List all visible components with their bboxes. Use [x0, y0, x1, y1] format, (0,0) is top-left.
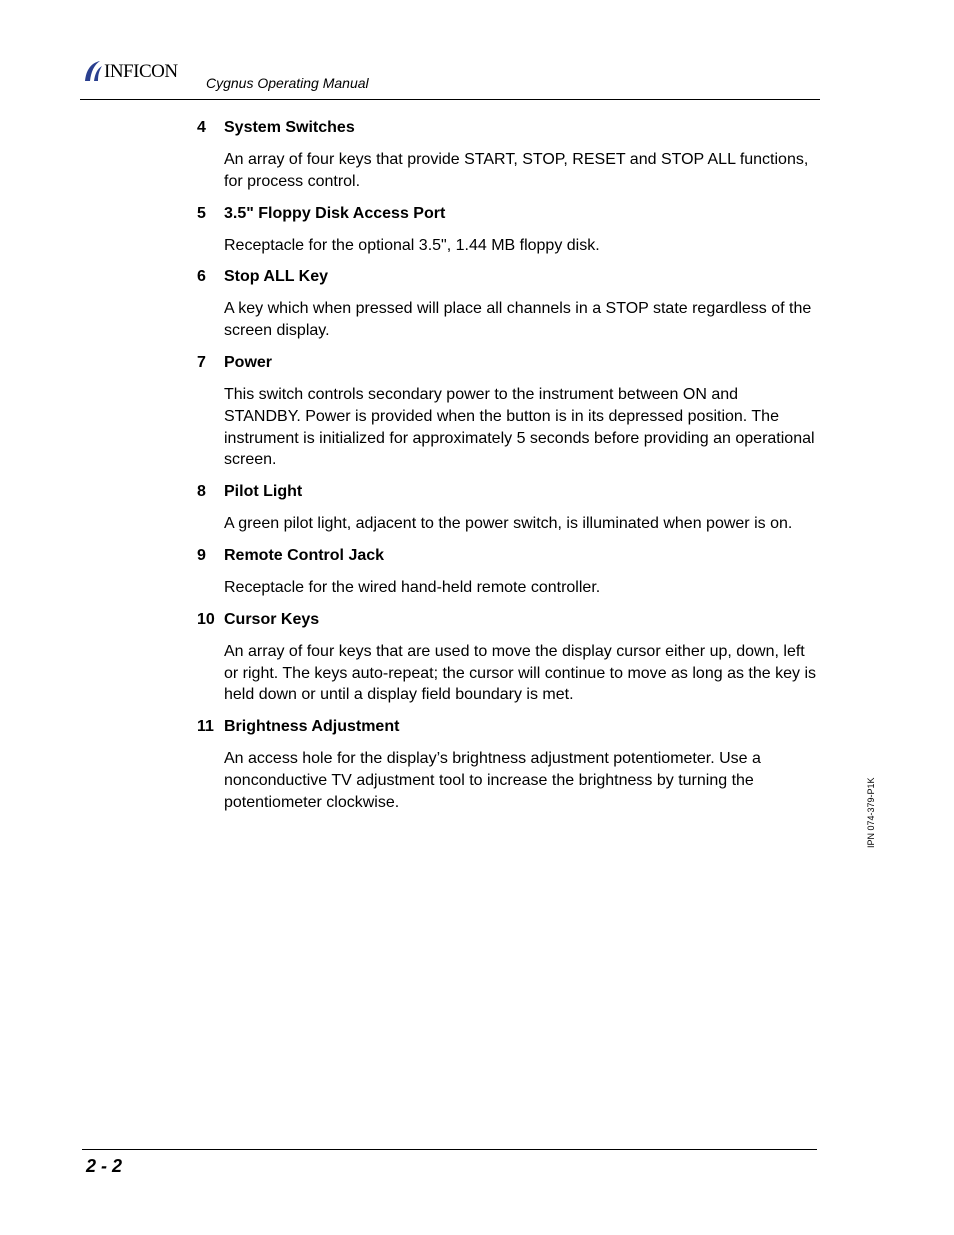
section-title: Stop ALL Key	[224, 268, 329, 286]
part-number-label: IPN 074-379-P1K	[866, 777, 876, 848]
section-heading	[197, 266, 817, 288]
section-title: Power	[224, 353, 273, 371]
section-item	[197, 117, 817, 193]
section-title: Remote Control Jack	[224, 546, 385, 564]
section-heading	[197, 609, 817, 631]
section-heading	[197, 545, 817, 567]
logo-text: INFICON	[104, 61, 178, 82]
section-title: Brightness Adjustment	[224, 718, 400, 736]
section-body: A key which when pressed will place all channels in a STOP state regardless of the screen display.	[224, 300, 812, 340]
section-number: 11	[197, 718, 214, 736]
doc-title: Cygnus Operating Manual	[206, 75, 369, 91]
section-body: Receptacle for the optional 3.5", 1.44 MB floppy disk.	[224, 236, 600, 254]
section-body: This switch controls secondary power to the instrument between ON and STANDBY. Power is provided when the button is in its depressed position. The instrument is initialized for approximately 5 seconds before providing an operational screen.	[224, 385, 815, 469]
inficon-logo-icon	[82, 60, 104, 82]
section-number: 9	[197, 546, 206, 564]
header-rule	[80, 99, 820, 100]
section-number: 8	[197, 483, 206, 501]
section-item	[197, 609, 817, 706]
section-title: Cursor Keys	[224, 610, 320, 628]
footer-rule	[82, 1149, 817, 1150]
section-body: An array of four keys that provide START, STOP, RESET and STOP ALL functions, for process control.	[224, 151, 809, 190]
page-number: 2 - 2	[86, 1156, 123, 1176]
section-item	[197, 481, 817, 535]
section-title: Pilot Light	[224, 483, 303, 501]
section-heading	[197, 716, 817, 738]
section-item	[197, 716, 817, 813]
section-number: 6	[197, 268, 206, 286]
section-heading	[197, 117, 817, 139]
section-number: 10	[197, 610, 215, 628]
section-item	[197, 203, 817, 257]
section-body: A green pilot light, adjacent to the power switch, is illuminated when power is on.	[224, 515, 793, 533]
section-item	[197, 545, 817, 599]
section-number: 4	[197, 119, 206, 136]
sections-list	[197, 117, 817, 824]
section-heading	[197, 481, 817, 503]
section-heading	[197, 203, 817, 225]
section-item	[197, 352, 817, 471]
section-number: 5	[197, 204, 206, 222]
section-title: System Switches	[224, 119, 355, 136]
section-title: 3.5" Floppy Disk Access Port	[224, 204, 446, 222]
section-body: An array of four keys that are used to move the display cursor either up, down, left or right. The keys auto-repeat; the cursor will continue to move as long as the key is held down or until a display field boundary is met.	[224, 642, 816, 704]
section-body: Receptacle for the wired hand-held remote controller.	[224, 578, 601, 596]
section-number: 7	[197, 353, 206, 371]
section-heading	[197, 352, 817, 374]
section-body: An access hole for the display’s brightness adjustment potentiometer. Use a nonconductive TV adjustment tool to increase the brightness by turning the potentiometer clockwise.	[224, 750, 761, 811]
section-item	[197, 266, 817, 342]
